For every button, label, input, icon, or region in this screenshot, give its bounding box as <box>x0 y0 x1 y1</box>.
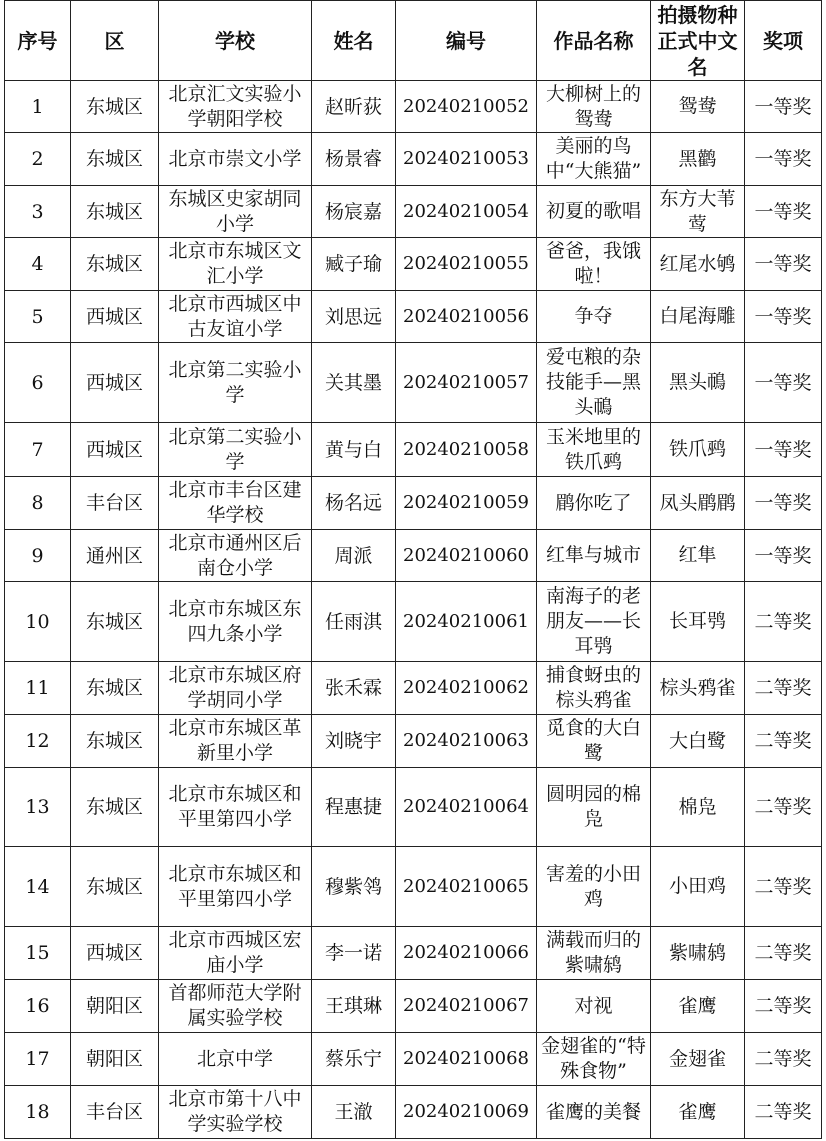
cell-award: 二等奖 <box>745 662 822 715</box>
table-row <box>5 291 822 343</box>
cell-award: 二等奖 <box>745 1086 822 1139</box>
cell-title: 圆明园的棉凫 <box>537 768 651 847</box>
cell-award: 一等奖 <box>745 343 822 423</box>
cell-code: 20240210066 <box>396 927 537 980</box>
cell-name: 李一诺 <box>312 927 396 980</box>
cell-code: 20240210059 <box>396 477 537 530</box>
header-district: 区 <box>71 1 159 81</box>
cell-district: 西城区 <box>71 927 159 980</box>
table-row <box>5 423 822 477</box>
header-index: 序号 <box>5 1 71 81</box>
cell-code: 20240210054 <box>396 186 537 238</box>
cell-school: 北京市东城区东四九条小学 <box>159 582 312 662</box>
cell-school: 北京第二实验小学 <box>159 423 312 477</box>
cell-index: 15 <box>5 927 71 980</box>
cell-district: 东城区 <box>71 582 159 662</box>
cell-district: 东城区 <box>71 186 159 238</box>
cell-district: 东城区 <box>71 768 159 847</box>
cell-code: 20240210064 <box>396 768 537 847</box>
cell-award: 二等奖 <box>745 768 822 847</box>
cell-species: 长耳鸮 <box>651 582 745 662</box>
cell-code: 20240210067 <box>396 980 537 1033</box>
cell-code: 20240210053 <box>396 133 537 186</box>
cell-index: 11 <box>5 662 71 715</box>
cell-district: 丰台区 <box>71 477 159 530</box>
cell-name: 蔡乐宁 <box>312 1033 396 1086</box>
cell-name: 周派 <box>312 530 396 582</box>
cell-species: 紫啸鸫 <box>651 927 745 980</box>
table-row <box>5 980 822 1033</box>
table-row <box>5 1033 822 1086</box>
cell-award: 一等奖 <box>745 291 822 343</box>
cell-district: 朝阳区 <box>71 1033 159 1086</box>
cell-name: 黄与白 <box>312 423 396 477</box>
cell-index: 2 <box>5 133 71 186</box>
cell-name: 杨名远 <box>312 477 396 530</box>
table-row <box>5 927 822 980</box>
cell-title: 南海子的老朋友——长耳鸮 <box>537 582 651 662</box>
header-school: 学校 <box>159 1 312 81</box>
cell-title: 玉米地里的铁爪鹀 <box>537 423 651 477</box>
cell-award: 一等奖 <box>745 81 822 133</box>
header-code: 编号 <box>396 1 537 81</box>
award-table <box>4 0 822 1139</box>
cell-title: 觅食的大白鹭 <box>537 715 651 768</box>
cell-index: 5 <box>5 291 71 343</box>
cell-name: 臧子瑜 <box>312 238 396 291</box>
cell-district: 西城区 <box>71 343 159 423</box>
cell-title: 雀鹰的美餐 <box>537 1086 651 1139</box>
header-name: 姓名 <box>312 1 396 81</box>
cell-district: 通州区 <box>71 530 159 582</box>
cell-school: 北京市东城区文汇小学 <box>159 238 312 291</box>
cell-index: 4 <box>5 238 71 291</box>
cell-school: 北京市西城区宏庙小学 <box>159 927 312 980</box>
cell-school: 北京市通州区后南仓小学 <box>159 530 312 582</box>
cell-district: 朝阳区 <box>71 980 159 1033</box>
cell-index: 1 <box>5 81 71 133</box>
cell-school: 北京市东城区和平里第四小学 <box>159 768 312 847</box>
cell-index: 16 <box>5 980 71 1033</box>
cell-index: 10 <box>5 582 71 662</box>
table-row <box>5 530 822 582</box>
table-row <box>5 238 822 291</box>
header-row <box>5 1 822 81</box>
cell-species: 东方大苇莺 <box>651 186 745 238</box>
cell-award: 二等奖 <box>745 1033 822 1086</box>
cell-species: 红隼 <box>651 530 745 582</box>
cell-name: 王琪琳 <box>312 980 396 1033</box>
cell-award: 一等奖 <box>745 238 822 291</box>
cell-code: 20240210052 <box>396 81 537 133</box>
cell-school: 东城区史家胡同小学 <box>159 186 312 238</box>
header-species: 拍摄物种正式中文名 <box>651 1 745 81</box>
cell-name: 穆紫鸰 <box>312 847 396 927</box>
cell-name: 张禾霖 <box>312 662 396 715</box>
cell-code: 20240210062 <box>396 662 537 715</box>
cell-index: 14 <box>5 847 71 927</box>
cell-school: 北京市东城区革新里小学 <box>159 715 312 768</box>
table-row <box>5 186 822 238</box>
cell-index: 13 <box>5 768 71 847</box>
cell-code: 20240210060 <box>396 530 537 582</box>
table-row <box>5 582 822 662</box>
cell-school: 北京中学 <box>159 1033 312 1086</box>
cell-species: 金翅雀 <box>651 1033 745 1086</box>
table-row <box>5 81 822 133</box>
cell-species: 黑鹳 <box>651 133 745 186</box>
cell-award: 二等奖 <box>745 715 822 768</box>
cell-code: 20240210063 <box>396 715 537 768</box>
cell-title: 满载而归的紫啸鸫 <box>537 927 651 980</box>
cell-school: 北京市崇文小学 <box>159 133 312 186</box>
cell-district: 东城区 <box>71 81 159 133</box>
cell-district: 东城区 <box>71 662 159 715</box>
cell-code: 20240210057 <box>396 343 537 423</box>
cell-code: 20240210065 <box>396 847 537 927</box>
cell-district: 东城区 <box>71 133 159 186</box>
cell-species: 大白鹭 <box>651 715 745 768</box>
header-title: 作品名称 <box>537 1 651 81</box>
cell-species: 白尾海雕 <box>651 291 745 343</box>
cell-name: 程惠捷 <box>312 768 396 847</box>
cell-school: 北京第二实验小学 <box>159 343 312 423</box>
cell-species: 雀鹰 <box>651 980 745 1033</box>
cell-species: 铁爪鹀 <box>651 423 745 477</box>
cell-index: 6 <box>5 343 71 423</box>
table-row <box>5 768 822 847</box>
cell-school: 首都师范大学附属实验学校 <box>159 980 312 1033</box>
table-body <box>5 81 822 1139</box>
cell-species: 棕头鸦雀 <box>651 662 745 715</box>
cell-title: 初夏的歌唱 <box>537 186 651 238</box>
cell-school: 北京市东城区和平里第四小学 <box>159 847 312 927</box>
cell-award: 一等奖 <box>745 477 822 530</box>
cell-district: 东城区 <box>71 238 159 291</box>
cell-index: 12 <box>5 715 71 768</box>
cell-index: 9 <box>5 530 71 582</box>
cell-species: 红尾水鸲 <box>651 238 745 291</box>
cell-code: 20240210056 <box>396 291 537 343</box>
cell-code: 20240210058 <box>396 423 537 477</box>
cell-title: 对视 <box>537 980 651 1033</box>
header-award: 奖项 <box>745 1 822 81</box>
cell-award: 二等奖 <box>745 847 822 927</box>
cell-name: 王澈 <box>312 1086 396 1139</box>
table-row <box>5 715 822 768</box>
table-row <box>5 662 822 715</box>
cell-school: 北京汇文实验小学朝阳学校 <box>159 81 312 133</box>
cell-award: 一等奖 <box>745 133 822 186</box>
cell-species: 黑头鳾 <box>651 343 745 423</box>
cell-school: 北京市丰台区建华学校 <box>159 477 312 530</box>
cell-name: 关其墨 <box>312 343 396 423</box>
cell-name: 赵昕荻 <box>312 81 396 133</box>
cell-award: 一等奖 <box>745 530 822 582</box>
cell-school: 北京市第十八中学实验学校 <box>159 1086 312 1139</box>
table-row <box>5 847 822 927</box>
cell-title: 红隼与城市 <box>537 530 651 582</box>
table-row <box>5 133 822 186</box>
cell-title: 争夺 <box>537 291 651 343</box>
cell-index: 3 <box>5 186 71 238</box>
cell-species: 雀鹰 <box>651 1086 745 1139</box>
cell-code: 20240210061 <box>396 582 537 662</box>
cell-index: 7 <box>5 423 71 477</box>
cell-species: 棉凫 <box>651 768 745 847</box>
cell-award: 二等奖 <box>745 980 822 1033</box>
cell-district: 东城区 <box>71 715 159 768</box>
table-row <box>5 477 822 530</box>
cell-award: 一等奖 <box>745 186 822 238</box>
cell-species: 凤头鹛鹛 <box>651 477 745 530</box>
cell-award: 二等奖 <box>745 582 822 662</box>
cell-code: 20240210069 <box>396 1086 537 1139</box>
cell-district: 西城区 <box>71 423 159 477</box>
cell-code: 20240210055 <box>396 238 537 291</box>
cell-index: 17 <box>5 1033 71 1086</box>
cell-name: 刘晓宇 <box>312 715 396 768</box>
cell-district: 东城区 <box>71 847 159 927</box>
cell-name: 刘思远 <box>312 291 396 343</box>
table-row <box>5 343 822 423</box>
cell-title: 美丽的鸟中“大熊猫” <box>537 133 651 186</box>
cell-title: 大柳树上的鸳鸯 <box>537 81 651 133</box>
cell-school: 北京市西城区中古友谊小学 <box>159 291 312 343</box>
cell-species: 鸳鸯 <box>651 81 745 133</box>
cell-award: 一等奖 <box>745 423 822 477</box>
cell-title: 爱屯粮的杂技能手—黑头鳾 <box>537 343 651 423</box>
cell-district: 丰台区 <box>71 1086 159 1139</box>
cell-name: 杨宸嘉 <box>312 186 396 238</box>
cell-species: 小田鸡 <box>651 847 745 927</box>
cell-title: 鹛你吃了 <box>537 477 651 530</box>
cell-title: 害羞的小田鸡 <box>537 847 651 927</box>
cell-name: 任雨淇 <box>312 582 396 662</box>
cell-name: 杨景睿 <box>312 133 396 186</box>
cell-award: 二等奖 <box>745 927 822 980</box>
cell-title: 捕食蚜虫的棕头鸦雀 <box>537 662 651 715</box>
cell-district: 西城区 <box>71 291 159 343</box>
cell-school: 北京市东城区府学胡同小学 <box>159 662 312 715</box>
table-row <box>5 1086 822 1139</box>
cell-code: 20240210068 <box>396 1033 537 1086</box>
cell-index: 18 <box>5 1086 71 1139</box>
cell-title: 爸爸，我饿啦！ <box>537 238 651 291</box>
cell-index: 8 <box>5 477 71 530</box>
cell-title: 金翅雀的“特殊食物” <box>537 1033 651 1086</box>
